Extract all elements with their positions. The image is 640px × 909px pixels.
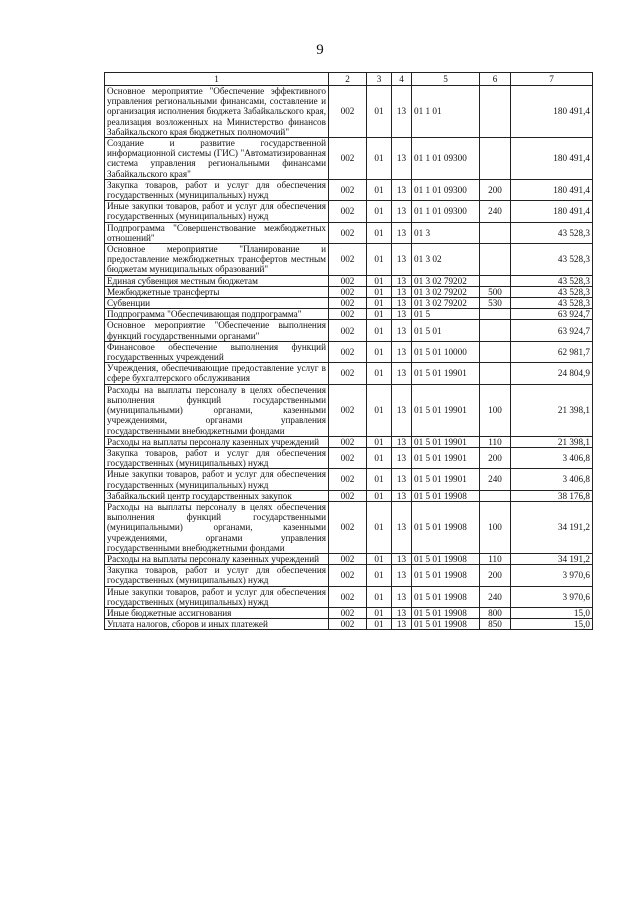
row-expense-type: 850	[480, 619, 511, 630]
row-target-code: 01 1 01	[412, 86, 480, 138]
table-row	[105, 553, 593, 564]
table-row	[105, 501, 593, 553]
row-target-code: 01 3 02 79202	[412, 286, 480, 297]
row-subsection: 13	[392, 244, 412, 276]
row-name: Расходы на выплаты персоналу в целях обеспечения выполнения функций государственными (муниципальными) органами, казенными учреждениями, органами управления государственными внебюджетными фондами	[105, 384, 329, 436]
row-target-code: 01 1 01 09300	[412, 201, 480, 222]
row-name: Основное мероприятие "Обеспечение выполнения функций государственными органами"	[105, 320, 329, 341]
row-amount: 21 398,1	[511, 384, 593, 436]
row-target-code: 01 1 01 09300	[412, 138, 480, 180]
row-section: 01	[367, 286, 392, 297]
table-row	[105, 384, 593, 436]
row-target-code: 01 1 01 09300	[412, 179, 480, 200]
row-amount: 43 528,3	[511, 222, 593, 243]
row-target-code: 01 5 01	[412, 320, 480, 341]
row-name: Финансовое обеспечение выполнения функций государственных учреждений	[105, 341, 329, 362]
row-expense-type: 800	[480, 607, 511, 618]
row-target-code: 01 5 01 19901	[412, 384, 480, 436]
row-expense-type	[480, 244, 511, 276]
row-target-code: 01 5 01 19908	[412, 619, 480, 630]
row-section: 01	[367, 179, 392, 200]
table-row	[105, 607, 593, 618]
row-subsection: 13	[392, 363, 412, 384]
row-name: Забайкальский центр государственных закупок	[105, 490, 329, 501]
row-section: 01	[367, 309, 392, 320]
row-section: 01	[367, 363, 392, 384]
row-name: Подпрограмма "Обеспечивающая подпрограмма"	[105, 309, 329, 320]
row-subsection: 13	[392, 341, 412, 362]
table-row	[105, 138, 593, 180]
row-amount: 24 804,9	[511, 363, 593, 384]
row-amount: 180 491,4	[511, 138, 593, 180]
row-expense-type	[480, 341, 511, 362]
row-grbs: 002	[329, 298, 367, 309]
row-amount: 43 528,3	[511, 298, 593, 309]
row-expense-type: 500	[480, 286, 511, 297]
table-row	[105, 201, 593, 222]
row-grbs: 002	[329, 309, 367, 320]
row-section: 01	[367, 201, 392, 222]
row-target-code: 01 5	[412, 309, 480, 320]
row-grbs: 002	[329, 341, 367, 362]
row-section: 01	[367, 447, 392, 468]
budget-table	[104, 72, 593, 630]
table-row	[105, 341, 593, 362]
row-amount: 3 406,8	[511, 447, 593, 468]
row-name: Расходы на выплаты персоналу в целях обеспечения выполнения функций государственными (муниципальными) органами, казенными учреждениями, органами управления государственными внебюджетными фондами	[105, 501, 329, 553]
row-section: 01	[367, 565, 392, 586]
row-expense-type: 530	[480, 298, 511, 309]
row-expense-type: 240	[480, 201, 511, 222]
row-name: Закупка товаров, работ и услуг для обеспечения государственных (муниципальных) нужд	[105, 565, 329, 586]
row-amount: 38 176,8	[511, 490, 593, 501]
row-grbs: 002	[329, 607, 367, 618]
page-number: 9	[316, 42, 324, 58]
row-subsection: 13	[392, 320, 412, 341]
row-expense-type	[480, 86, 511, 138]
row-amount: 180 491,4	[511, 201, 593, 222]
table-body	[105, 86, 593, 630]
column-header: 1	[105, 73, 329, 86]
row-grbs: 002	[329, 275, 367, 286]
row-grbs: 002	[329, 222, 367, 243]
row-expense-type: 100	[480, 501, 511, 553]
row-name: Создание и развитие государственной информационной системы (ГИС) "Автоматизированная система управления региональными финансами Забайкальского края"	[105, 138, 329, 180]
row-grbs: 002	[329, 447, 367, 468]
row-section: 01	[367, 298, 392, 309]
row-name: Иные закупки товаров, работ и услуг для обеспечения государственных (муниципальных) нужд	[105, 586, 329, 607]
row-grbs: 002	[329, 201, 367, 222]
row-name: Закупка товаров, работ и услуг для обеспечения государственных (муниципальных) нужд	[105, 179, 329, 200]
row-grbs: 002	[329, 320, 367, 341]
row-expense-type: 110	[480, 553, 511, 564]
row-subsection: 13	[392, 275, 412, 286]
table-row	[105, 286, 593, 297]
row-section: 01	[367, 490, 392, 501]
row-name: Основное мероприятие "Планирование и предоставление межбюджетных трансфертов местным бюджетам муниципальных образований"	[105, 244, 329, 276]
row-subsection: 13	[392, 501, 412, 553]
row-grbs: 002	[329, 363, 367, 384]
row-target-code: 01 3 02	[412, 244, 480, 276]
row-amount: 180 491,4	[511, 179, 593, 200]
row-section: 01	[367, 607, 392, 618]
row-expense-type	[480, 222, 511, 243]
row-expense-type: 240	[480, 469, 511, 490]
row-section: 01	[367, 320, 392, 341]
row-expense-type	[480, 275, 511, 286]
header-row	[105, 73, 593, 86]
row-subsection: 13	[392, 201, 412, 222]
row-expense-type	[480, 490, 511, 501]
row-subsection: 13	[392, 436, 412, 447]
table-row	[105, 222, 593, 243]
row-target-code: 01 5 01 19901	[412, 436, 480, 447]
row-section: 01	[367, 586, 392, 607]
row-subsection: 13	[392, 586, 412, 607]
row-target-code: 01 5 01 19908	[412, 490, 480, 501]
column-header: 3	[367, 73, 392, 86]
row-amount: 63 924,7	[511, 309, 593, 320]
row-name: Расходы на выплаты персоналу казенных учреждений	[105, 436, 329, 447]
row-target-code: 01 5 01 19908	[412, 586, 480, 607]
row-expense-type: 200	[480, 179, 511, 200]
row-amount: 180 491,4	[511, 86, 593, 138]
table-row	[105, 320, 593, 341]
row-name: Закупка товаров, работ и услуг для обеспечения государственных (муниципальных) нужд	[105, 447, 329, 468]
row-expense-type	[480, 309, 511, 320]
row-expense-type: 100	[480, 384, 511, 436]
row-target-code: 01 5 01 19908	[412, 607, 480, 618]
row-section: 01	[367, 469, 392, 490]
table-row	[105, 469, 593, 490]
row-name: Единая субвенция местным бюджетам	[105, 275, 329, 286]
row-grbs: 002	[329, 436, 367, 447]
table-row	[105, 298, 593, 309]
column-header: 7	[511, 73, 593, 86]
table-row	[105, 363, 593, 384]
row-section: 01	[367, 553, 392, 564]
table-row	[105, 86, 593, 138]
row-section: 01	[367, 244, 392, 276]
row-section: 01	[367, 86, 392, 138]
row-subsection: 13	[392, 447, 412, 468]
row-amount: 43 528,3	[511, 275, 593, 286]
table-row	[105, 179, 593, 200]
row-name: Уплата налогов, сборов и иных платежей	[105, 619, 329, 630]
row-grbs: 002	[329, 179, 367, 200]
table-row	[105, 309, 593, 320]
row-name: Субвенции	[105, 298, 329, 309]
table-row	[105, 275, 593, 286]
row-expense-type: 200	[480, 565, 511, 586]
row-amount: 15,0	[511, 607, 593, 618]
row-amount: 21 398,1	[511, 436, 593, 447]
row-name: Расходы на выплаты персоналу казенных учреждений	[105, 553, 329, 564]
column-header: 4	[392, 73, 412, 86]
row-subsection: 13	[392, 565, 412, 586]
row-subsection: 13	[392, 384, 412, 436]
row-name: Иные бюджетные ассигнования	[105, 607, 329, 618]
row-name: Иные закупки товаров, работ и услуг для обеспечения государственных (муниципальных) нужд	[105, 469, 329, 490]
row-target-code: 01 3	[412, 222, 480, 243]
row-subsection: 13	[392, 298, 412, 309]
row-expense-type	[480, 138, 511, 180]
column-header: 5	[412, 73, 480, 86]
row-name: Иные закупки товаров, работ и услуг для обеспечения государственных (муниципальных) нужд	[105, 201, 329, 222]
row-subsection: 13	[392, 607, 412, 618]
row-target-code: 01 5 01 19908	[412, 553, 480, 564]
column-header: 6	[480, 73, 511, 86]
row-subsection: 13	[392, 553, 412, 564]
row-subsection: 13	[392, 619, 412, 630]
row-amount: 43 528,3	[511, 244, 593, 276]
row-amount: 15,0	[511, 619, 593, 630]
row-grbs: 002	[329, 469, 367, 490]
row-name: Подпрограмма "Совершенствование межбюджетных отношений"	[105, 222, 329, 243]
row-expense-type	[480, 320, 511, 341]
row-subsection: 13	[392, 286, 412, 297]
row-grbs: 002	[329, 490, 367, 501]
row-name: Межбюджетные трансферты	[105, 286, 329, 297]
table-row	[105, 490, 593, 501]
row-subsection: 13	[392, 309, 412, 320]
row-amount: 3 406,8	[511, 469, 593, 490]
row-amount: 43 528,3	[511, 286, 593, 297]
row-amount: 34 191,2	[511, 501, 593, 553]
row-subsection: 13	[392, 138, 412, 180]
row-subsection: 13	[392, 222, 412, 243]
row-expense-type	[480, 363, 511, 384]
row-subsection: 13	[392, 490, 412, 501]
row-target-code: 01 5 01 19908	[412, 501, 480, 553]
row-name: Основное мероприятие "Обеспечение эффективного управления региональными финансами, составление и организация исполнения бюджета Забайкальского края, реализация возложенных на Министерство финансов Забайкальского края бюджетных полномочий"	[105, 86, 329, 138]
row-section: 01	[367, 384, 392, 436]
row-target-code: 01 5 01 19901	[412, 363, 480, 384]
row-target-code: 01 5 01 10000	[412, 341, 480, 362]
table-row	[105, 447, 593, 468]
row-amount: 3 970,6	[511, 586, 593, 607]
row-target-code: 01 5 01 19901	[412, 447, 480, 468]
row-amount: 34 191,2	[511, 553, 593, 564]
row-section: 01	[367, 275, 392, 286]
row-expense-type: 200	[480, 447, 511, 468]
table-row	[105, 586, 593, 607]
row-amount: 63 924,7	[511, 320, 593, 341]
row-grbs: 002	[329, 138, 367, 180]
row-section: 01	[367, 222, 392, 243]
row-grbs: 002	[329, 286, 367, 297]
row-target-code: 01 5 01 19901	[412, 469, 480, 490]
table-row	[105, 436, 593, 447]
row-section: 01	[367, 341, 392, 362]
row-grbs: 002	[329, 553, 367, 564]
row-expense-type: 240	[480, 586, 511, 607]
table-row	[105, 619, 593, 630]
row-grbs: 002	[329, 501, 367, 553]
row-grbs: 002	[329, 86, 367, 138]
row-section: 01	[367, 436, 392, 447]
row-subsection: 13	[392, 179, 412, 200]
row-section: 01	[367, 138, 392, 180]
row-grbs: 002	[329, 619, 367, 630]
table-row	[105, 244, 593, 276]
table-row	[105, 565, 593, 586]
row-grbs: 002	[329, 586, 367, 607]
column-header: 2	[329, 73, 367, 86]
row-section: 01	[367, 619, 392, 630]
row-expense-type: 110	[480, 436, 511, 447]
row-grbs: 002	[329, 244, 367, 276]
row-grbs: 002	[329, 384, 367, 436]
row-amount: 3 970,6	[511, 565, 593, 586]
row-target-code: 01 3 02 79202	[412, 275, 480, 286]
row-subsection: 13	[392, 469, 412, 490]
row-subsection: 13	[392, 86, 412, 138]
row-amount: 62 981,7	[511, 341, 593, 362]
row-name: Учреждения, обеспечивающие предоставление услуг в сфере бухгалтерского обслуживания	[105, 363, 329, 384]
row-grbs: 002	[329, 565, 367, 586]
row-target-code: 01 5 01 19908	[412, 565, 480, 586]
row-section: 01	[367, 501, 392, 553]
row-target-code: 01 3 02 79202	[412, 298, 480, 309]
